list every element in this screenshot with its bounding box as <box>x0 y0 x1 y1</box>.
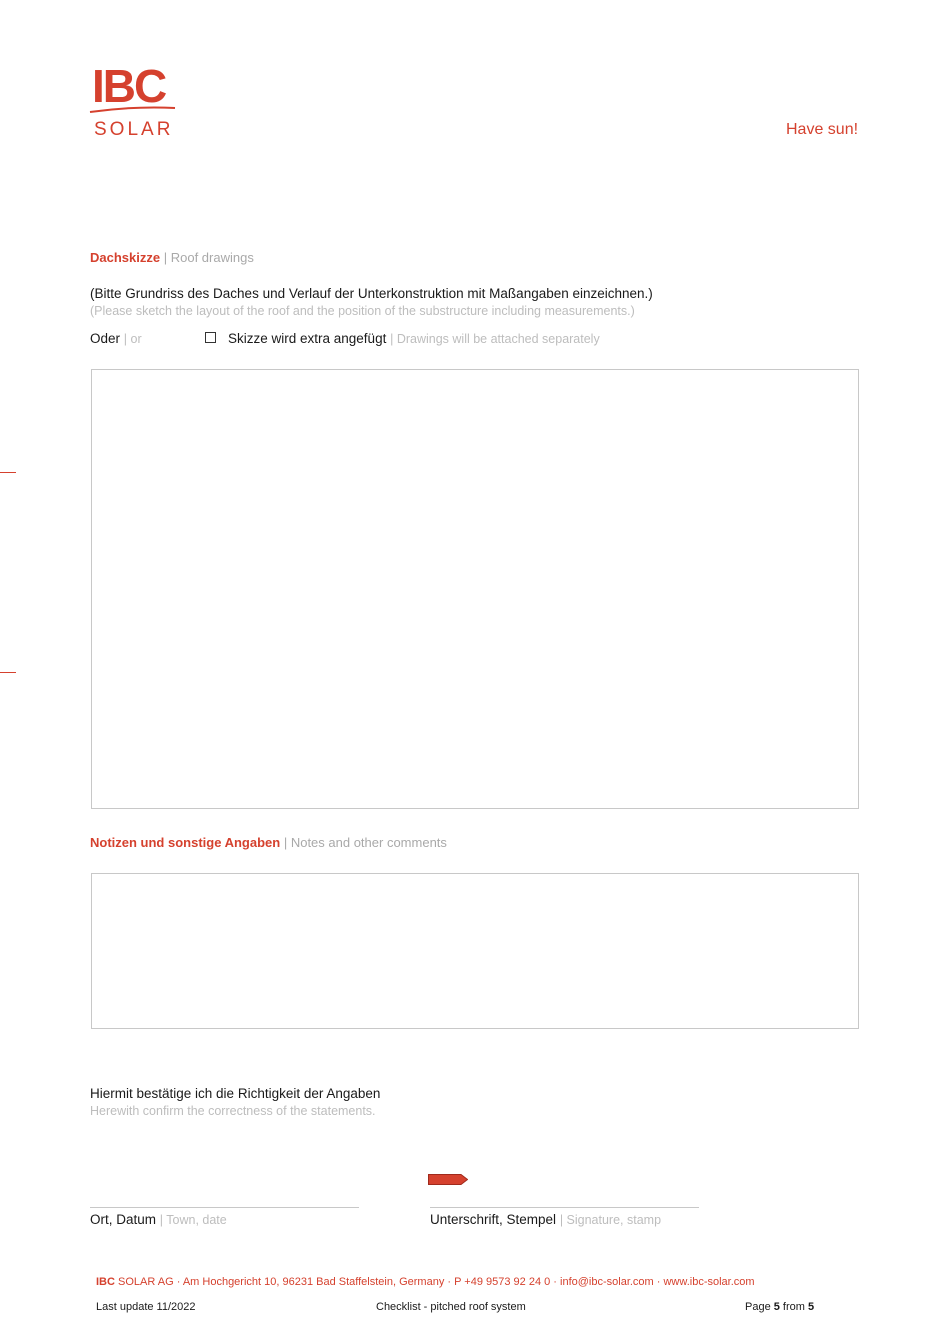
logo-ibc: IBC <box>92 60 166 112</box>
roof-instruction-en: (Please sketch the layout of the roof and the position of the substructure including measurements.) <box>90 304 635 318</box>
fold-mark <box>0 672 16 673</box>
logo-swoosh-icon <box>89 104 177 116</box>
footer-page-number: Page 5 from 5 <box>745 1301 815 1313</box>
confirmation-en: Herewith confirm the correctness of the statements. <box>90 1104 376 1118</box>
attach-separately-checkbox[interactable] <box>205 332 216 343</box>
tagline: Have sun! <box>786 121 859 138</box>
roof-section-title: Dachskizze | Roof drawings <box>90 250 254 265</box>
signature-label: Unterschrift, Stempel | Signature, stamp <box>430 1212 662 1227</box>
footer-last-update: Last update 11/2022 <box>96 1301 196 1313</box>
logo-solar: SOLAR <box>94 119 174 140</box>
place-date-line[interactable] <box>90 1207 359 1208</box>
notes-section-title: Notizen und sonstige Angaben | Notes and other comments <box>90 835 447 850</box>
sign-here-tag-icon <box>428 1174 468 1185</box>
footer-address: IBC SOLAR AG · Am Hochgericht 10, 96231 Bad Staffelstein, Germany · P +49 9573 92 24 0 · info@ibc-solar.com · www.ibc-solar.com <box>96 1276 755 1288</box>
footer-doc-title: Checklist - pitched roof system <box>376 1301 526 1313</box>
signature-line[interactable] <box>430 1207 699 1208</box>
roof-drawing-area[interactable] <box>91 369 859 809</box>
attach-separately-label: Skizze wird extra angefügt | Drawings will be attached separately <box>228 331 600 346</box>
notes-field[interactable] <box>91 873 859 1029</box>
fold-mark <box>0 472 16 473</box>
or-label: Oder | or <box>90 331 142 346</box>
roof-instruction-de: (Bitte Grundriss des Daches und Verlauf der Unterkonstruktion mit Maßangaben einzeichnen.) <box>90 286 653 301</box>
confirmation-de: Hiermit bestätige ich die Richtigkeit der Angaben <box>90 1086 381 1101</box>
place-date-label: Ort, Datum | Town, date <box>90 1212 227 1227</box>
